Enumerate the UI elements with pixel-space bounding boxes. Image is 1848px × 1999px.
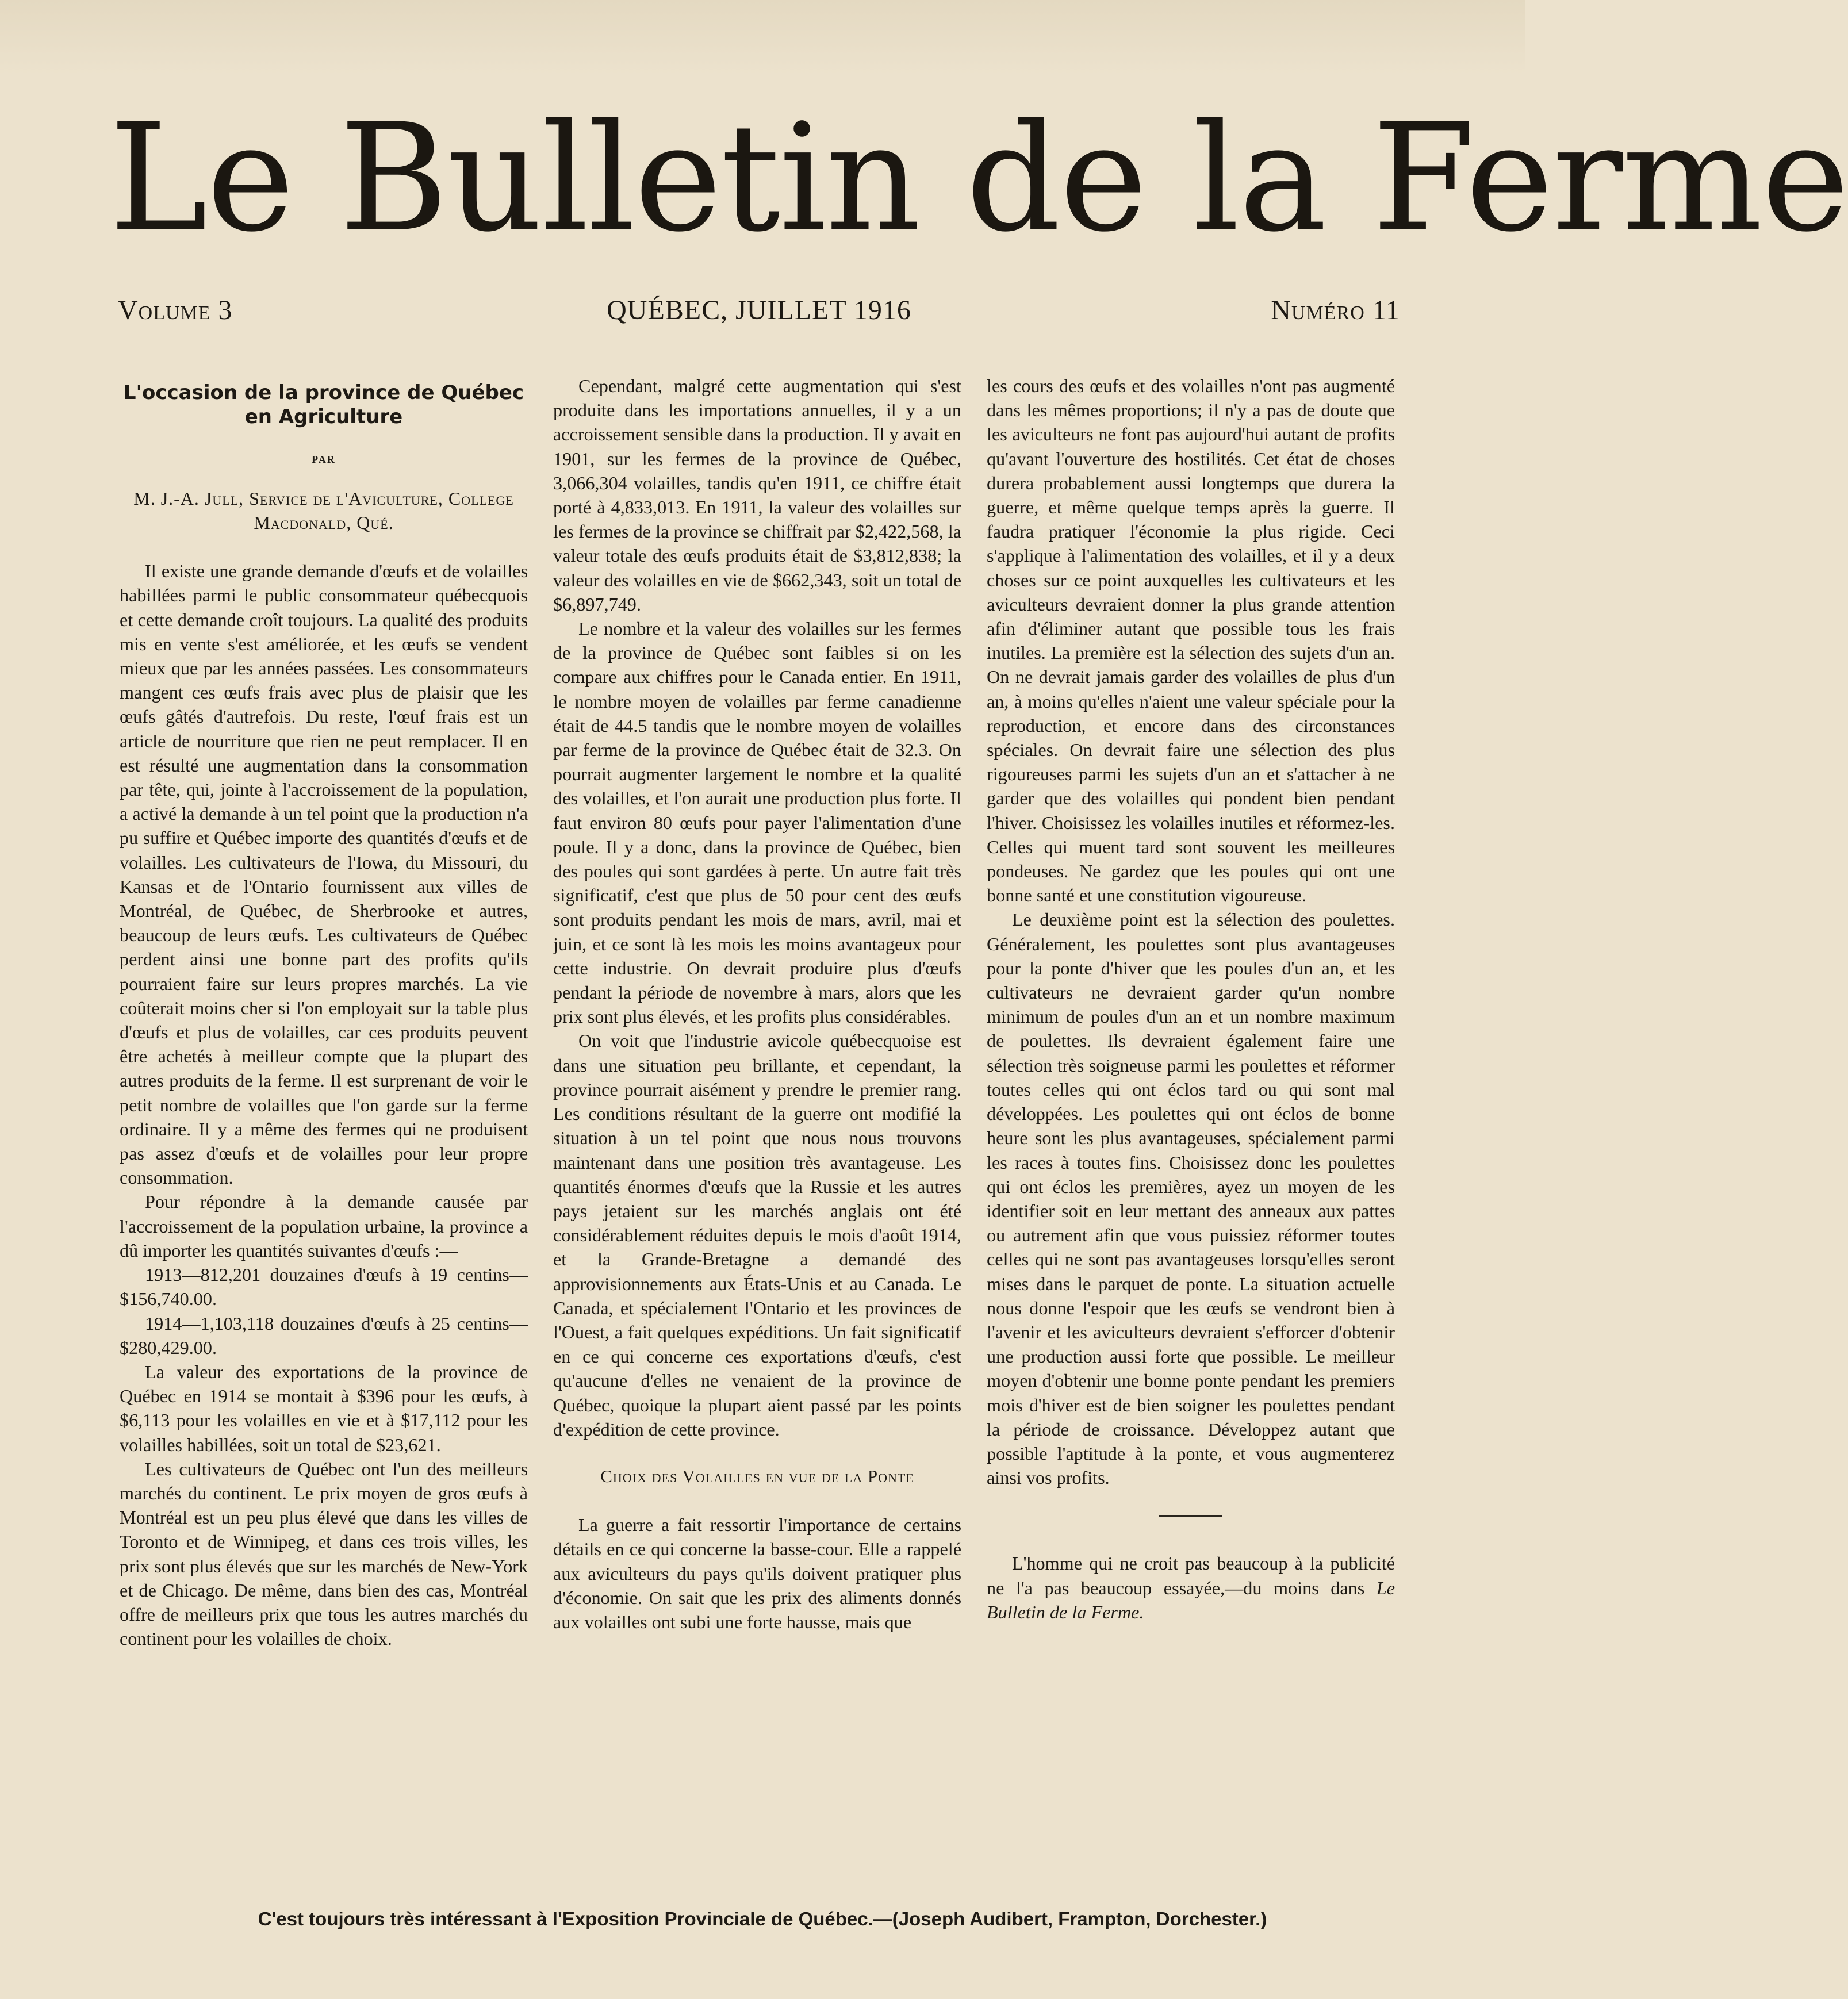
- issue-number-label: Numéro 11: [1271, 295, 1400, 325]
- paragraph: 1913—812,201 douzaines d'œufs à 19 centins—$156,740.00.: [120, 1264, 528, 1310]
- dateline: [118, 290, 1400, 331]
- paragraph: Pour répondre à la demande causée par l'accroissement de la population urbaine, la province a dû importer les quantités suivantes d'œufs :—: [120, 1191, 528, 1261]
- section-subheading: Choix des Volailles en vue de la Ponte: [600, 1465, 914, 1486]
- paragraph: Les cultivateurs de Québec ont l'un des meilleurs marchés du continent. Le prix moyen de gros œufs à Montréal est un peu plus élevé que dans les villes de Toronto et de Winnipeg, et dans ces trois villes, les prix sont plus élevés que sur les marchés de New-York et de Chicago. De même, dans bien des cas, Montréal offre de meilleurs prix que tous les autres marchés du continent pour les volailles de choix.: [120, 1458, 528, 1649]
- paragraph: Il existe une grande demande d'œufs et de volailles habillées parmi le public consommateur québecquois et cette demande croît toujours. La qualité des produits mis en vente s'est améliorée, et les œufs se vendent mieux que par les années passées. Les consommateurs mangent ces œufs frais avec plus de plaisir que les œufs gâtés d'autrefois. Du reste, l'œuf frais est un article de nourriture que rien ne peut remplacer. Il en est résulté une augmentation dans la consommation par tête, qui, jointe à l'accroissement de la population, a activé la demande à un tel point que la production n'a pu suffire et Québec importe des quantités d'œufs et de volailles. Les cultivateurs de l'Iowa, du Missouri, du Kansas et de l'Ontario fournissent aux villes de Montréal, de Québec, de Sherbrooke et autres, beaucoup de leurs œufs. Les cultivateurs de Québec perdent ainsi une bonne part des profits qu'ils pourraient faire sur leurs propres marchés. La vie coûterait moins cher si l'on employait sur la table plus d'œufs et plus de volailles, car ces produits peuvent être achetés à meilleur compte que la plupart des autres produits de la ferme. Il est surprenant de voir le petit nombre de volailles que l'on garde sur la ferme ordinaire. Il y a même des fermes qui ne produisent pas assez d'œufs et de volailles pour leur propre consommation.: [120, 561, 528, 1188]
- closing-note: [987, 1551, 1395, 1624]
- separator-rule: [1159, 1515, 1222, 1517]
- masthead-title: Le Bulletin de la Ferme: [109, 92, 1848, 264]
- paragraph: les cours des œufs et des volailles n'ont pas augmenté dans les mêmes proportions; il n'y a pas de doute que les aviculteurs ne font pas aujourd'hui autant de profits qu'avant l'ouverture des hostilités. Cet état de choses durera probablement aussi longtemps que durera la guerre, et même quelque temps après la guerre. Il faudra pratiquer l'économie la plus rigide. Ceci s'applique à l'alimentation des volailles, et il y a deux choses sur ce point auxquelles les cultivateurs et les aviculteurs devraient donner la plus grande attention afin d'éliminer autant que possible tous les frais inutiles. La première est la sélection des sujets d'un an. On ne devrait jamais garder des volailles de plus d'un an, à moins qu'elles n'aient une valeur spéciale pour la reproduction, et encore dans des circonstances spéciales. On devrait faire une sélection des plus rigoureuses parmi les sujets d'un an et s'attacher à ne garder que des volailles qui pondent bien pendant l'hiver. Choisissez les volailles inutiles et réformez-les. Celles qui muent tard sont souvent les meilleures pondeuses. Ne gardez que les poules qui ont une bonne santé et une constitution vigoureuse.: [987, 375, 1395, 906]
- page-top-margin: [0, 0, 1525, 75]
- column-2: [553, 374, 961, 1897]
- paragraph: Le deuxième point est la sélection des poulettes. Généralement, les poulettes sont plus avantageuses pour la ponte d'hiver que les poules d'un an, et les cultivateurs ne devraient garder qu'un nombre minimum de poules d'un an et un nombre maximum de poulettes. Ils devraient également faire une sélection très soigneuse parmi les poulettes et réformer toutes celles qui ont éclos tard ou qui sont mal développées. Les poulettes qui ont éclos de bonne heure sont les plus avantageuses, spécialement parmi les races à toutes fins. Choisissez donc les poulettes qui ont éclos les premières, ayez un moyen de les identifier soit en leur mettant des anneaux aux pattes ou autrement afin que vous puissiez réformer toutes celles qui ne sont pas avantageuses lorsqu'elles seront mises dans le parquet de ponte. La situation actuelle nous donne l'espoir que les œufs se vendront bien à l'avenir et les aviculteurs devraient s'efforcer d'obtenir une production aussi forte que possible. Le meilleur moyen d'obtenir une bonne ponte pendant les premiers mois d'hiver est de bien soigner les poulettes pendant la période de croissance. Développez autant que possible l'aptitude à la ponte, et vous augmenterez ainsi vos profits.: [987, 909, 1395, 1488]
- closing-note-publication: Le Bulletin de la Ferme.: [987, 1577, 1395, 1622]
- footer-testimonial: C'est toujours très intéressant à l'Exposition Provinciale de Québec.—(Joseph Audibert, Frampton, Dorchester.): [258, 1908, 1267, 1929]
- closing-note-text: L'homme qui ne croit pas beaucoup à la publicité ne l'a pas beaucoup essayée,—du moins dans: [987, 1553, 1395, 1598]
- volume-label: Volume 3: [118, 295, 233, 325]
- paragraph: 1914—1,103,118 douzaines d'œufs à 25 centins—$280,429.00.: [120, 1313, 528, 1358]
- paragraph: La guerre a fait ressortir l'importance de certains détails en ce qui concerne la basse-cour. Elle a rappelé aux aviculteurs du pays qu'ils doivent pratiquer plus d'économie. On sait que les prix des aliments donnés aux volailles ont subi une forte hausse, mais que: [553, 1514, 961, 1632]
- article-title: L'occasion de la province de Québec en Agriculture: [123, 381, 524, 428]
- paragraph: Le nombre et la valeur des volailles sur les fermes de la province de Québec sont faibles si on les compare aux chiffres pour le Canada entier. En 1911, le nombre moyen de volailles par ferme canadienne était de 44.5 tandis que le nombre moyen de volailles par ferme de la province de Québec était de 32.3. On pourrait augmenter largement le nombre et la qualité des volailles, et l'on aurait une production plus forte. Il faut environ 80 œufs pour payer l'alimentation d'une poule. Il y a donc, dans la province de Québec, bien des poules qui sont gardées à perte. Un autre fait très significatif, c'est que plus de 50 pour cent des œufs sont produits pendant les mois de mars, avril, mai et juin, et ce sont là les mois les moins avantageux pour cette industrie. On devrait produire plus d'œufs pendant la période de novembre à mars, alors que les prix sont plus élevés, et les profits plus considérables.: [553, 618, 961, 1027]
- paragraph: Cependant, malgré cette augmentation qui s'est produite dans les importations annuelles, il y a un accroissement sensible dans la production. Il y avait en 1901, sur les fermes de la province de Québec, 3,066,304 volailles, tandis qu'en 1911, ce chiffre était porté à 4,833,013. En 1911, la valeur des volailles sur les fermes de la province se chiffrait par $2,422,568, la valeur totale des œufs produits était de $3,812,838; la valeur des volailles en vie de $662,343, soit un total de $6,897,749.: [553, 375, 961, 615]
- city-date-label: QUÉBEC, JUILLET 1916: [607, 295, 911, 325]
- paragraph: La valeur des exportations de la province de Québec en 1914 se montait à $396 pour les œufs, à $6,113 pour les volailles en vie et à $17,112 pour les volailles habillées, soit un total de $23,621.: [120, 1361, 528, 1455]
- column-1: [120, 374, 528, 1897]
- article-author: M. J.-A. Jull, Service de l'Aviculture, College Macdonald, Qué.: [133, 488, 514, 534]
- byline-par: par: [312, 450, 336, 466]
- column-3: [987, 374, 1395, 1897]
- paragraph: On voit que l'industrie avicole québecquoise est dans une situation peu brillante, et cependant, la province pourrait aisément y prendre le premier rang. Les conditions résultant de la guerre ont modifié la situation à un tel point que nous nous trouvons maintenant dans une position très avantageuse. Les quantités énormes d'œufs que la Russie et les autres pays jetaient sur les marchés anglais ont été considérablement réduites depuis le mois d'août 1914, et la Grande-Bretagne a demandé des approvisionnements aux États-Unis et au Canada. Le Canada, et spécialement l'Ontario et les provinces de l'Ouest, a fait quelques expéditions. Un fait significatif en ce qui concerne ces exportations d'œufs, c'est qu'aucune d'elles ne venaient de la province de Québec, quoique la plupart aient passé par les points d'expédition de cette province.: [553, 1030, 961, 1440]
